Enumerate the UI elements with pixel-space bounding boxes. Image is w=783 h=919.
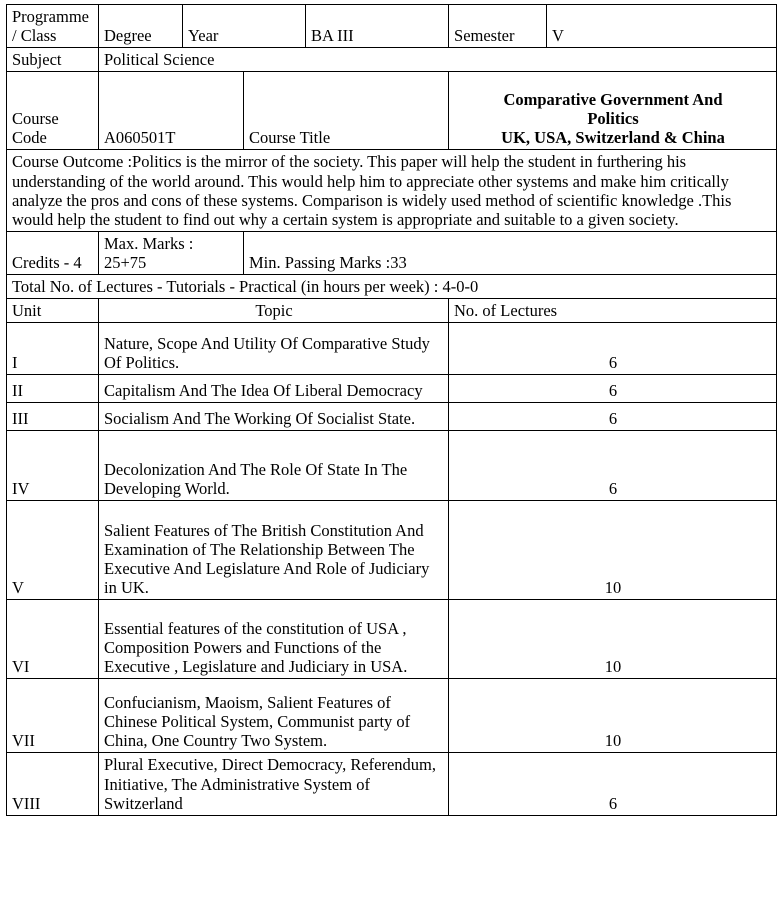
- table-row: [7, 323, 777, 375]
- subject-label: Subject: [7, 48, 99, 72]
- table-row: [7, 753, 777, 815]
- total-lectures-text: Total No. of Lectures - Tutorials - Practical (in hours per week) : 4-0-0: [7, 275, 777, 299]
- max-marks-value: Max. Marks : 25+75: [99, 231, 244, 274]
- unit-number: V: [7, 501, 99, 600]
- unit-lectures: 6: [449, 323, 777, 375]
- unit-number: III: [7, 403, 99, 431]
- table-row: [7, 431, 777, 501]
- unit-topic: Socialism And The Working Of Socialist State.: [99, 403, 449, 431]
- course-outcome-text: Course Outcome :Politics is the mirror of the society. This paper will help the student in furthering his understanding of the world around. This would help him to appreciate other systems and make him critically analyze the pros and cons of these systems. Comparison is widely used method of scientific knowledge .This would help the student to find out why a certain system is appropriate and suitable to a given society.: [7, 150, 777, 232]
- min-passing-marks-value: Min. Passing Marks :33: [244, 231, 777, 274]
- course-title-line-1: Comparative Government And: [503, 90, 723, 109]
- unit-lectures: 6: [449, 431, 777, 501]
- unit-topic: Confucianism, Maoism, Salient Features of Chinese Political System, Communist party of China, One Country Two System.: [99, 679, 449, 753]
- course-code-label: Course Code: [7, 72, 99, 150]
- subject-value: Political Science: [99, 48, 777, 72]
- unit-lectures: 10: [449, 679, 777, 753]
- course-title-value: [449, 72, 777, 150]
- course-code-value: A060501T: [99, 72, 244, 150]
- credits-value: Credits - 4: [7, 231, 99, 274]
- unit-number: VII: [7, 679, 99, 753]
- subject-row: [7, 48, 777, 72]
- unit-lectures: 6: [449, 753, 777, 815]
- credits-row: [7, 231, 777, 274]
- syllabus-table: [6, 4, 777, 816]
- unit-lectures: 6: [449, 375, 777, 403]
- column-header-topic: Topic: [99, 299, 449, 323]
- programme-row: [7, 5, 777, 48]
- column-header-unit: Unit: [7, 299, 99, 323]
- unit-topic: Decolonization And The Role Of State In The Developing World.: [99, 431, 449, 501]
- course-title-line-2: Politics: [587, 109, 639, 129]
- programme-class-label: Programme / Class: [7, 5, 99, 48]
- unit-topic: Salient Features of The British Constitution And Examination of The Relationship Between The Executive And Legislature And Role of Judiciary in UK.: [99, 501, 449, 600]
- unit-topic: Essential features of the constitution of USA , Composition Powers and Functions of the Executive , Legislature and Judiciary in USA.: [99, 600, 449, 679]
- semester-label: Semester: [449, 5, 547, 48]
- unit-topic: Nature, Scope And Utility Of Comparative Study Of Politics.: [99, 323, 449, 375]
- unit-lectures: 10: [449, 600, 777, 679]
- table-row: [7, 501, 777, 600]
- course-title-label: Course Title: [244, 72, 449, 150]
- course-title-line-3: UK, USA, Switzerland & China: [501, 128, 725, 148]
- unit-number: II: [7, 375, 99, 403]
- unit-lectures: 10: [449, 501, 777, 600]
- year-value: BA III: [306, 5, 449, 48]
- unit-lectures: 6: [449, 403, 777, 431]
- year-label: Year: [183, 5, 306, 48]
- unit-table-header-row: [7, 299, 777, 323]
- degree-label: Degree: [99, 5, 183, 48]
- table-row: [7, 403, 777, 431]
- table-row: [7, 375, 777, 403]
- unit-number: I: [7, 323, 99, 375]
- unit-topic: Capitalism And The Idea Of Liberal Democracy: [99, 375, 449, 403]
- table-row: [7, 679, 777, 753]
- course-row: [7, 72, 777, 150]
- total-lectures-row: [7, 275, 777, 299]
- unit-topic: Plural Executive, Direct Democracy, Referendum, Initiative, The Administrative System of Switzerland: [99, 753, 449, 815]
- table-row: [7, 600, 777, 679]
- course-outcome-row: [7, 150, 777, 232]
- column-header-lectures: No. of Lectures: [449, 299, 777, 323]
- unit-number: VIII: [7, 753, 99, 815]
- unit-number: IV: [7, 431, 99, 501]
- semester-value: V: [547, 5, 777, 48]
- unit-number: VI: [7, 600, 99, 679]
